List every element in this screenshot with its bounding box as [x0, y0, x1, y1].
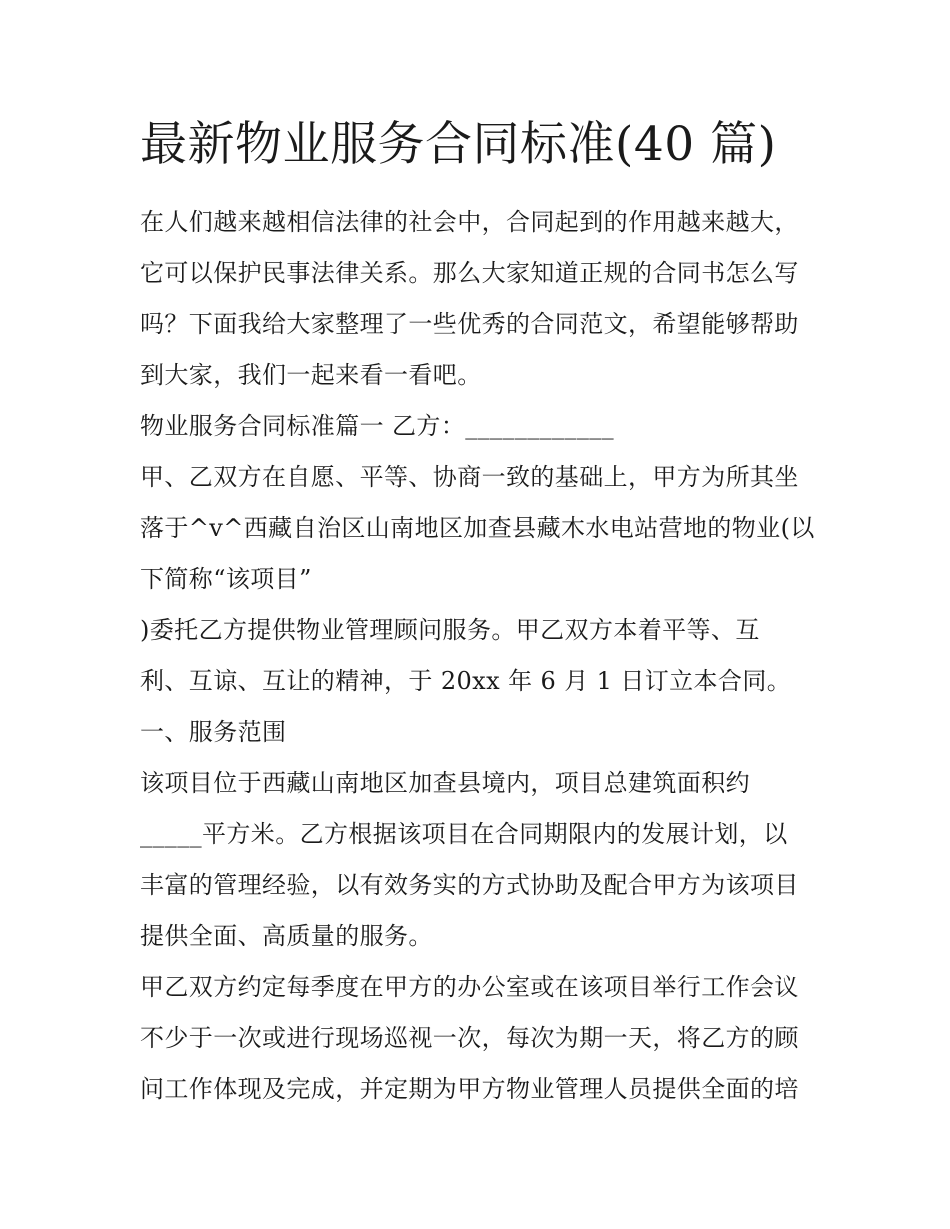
paragraph-line: 利、互谅、互让的精神，于 20xx 年 6 月 1 日订立本合同。 — [140, 667, 792, 695]
paragraph-line: )委托乙方提供物业管理顾问服务。甲乙双方本着平等、互 — [140, 616, 760, 644]
paragraph-line: 下简称“该项目” — [140, 565, 312, 593]
paragraph-line: 甲乙双方约定每季度在甲方的办公室或在该项目举行工作会议 — [140, 973, 799, 1001]
paragraph-line: 甲、乙双方在自愿、平等、协商一致的基础上，甲方为所其坐 — [140, 463, 799, 491]
section-heading-line: 物业服务合同标准篇一 乙方：____________ — [140, 412, 615, 440]
paragraph-line: 提供全面、高质量的服务。 — [140, 922, 433, 950]
document-title: 最新物业服务合同标准(40 篇) — [140, 117, 777, 172]
paragraph-line: 落于^v^西藏自治区山南地区加查县藏木水电站营地的物业(以 — [140, 514, 815, 542]
paragraph-line: 丰富的管理经验，以有效务实的方式协助及配合甲方为该项目 — [140, 871, 799, 899]
paragraph-line: 在人们越来越相信法律的社会中，合同起到的作用越来越大， — [140, 208, 799, 236]
paragraph-line: 它可以保护民事法律关系。那么大家知道正规的合同书怎么写 — [140, 259, 799, 287]
paragraph-line: 问工作体现及完成，并定期为甲方物业管理人员提供全面的培 — [140, 1075, 799, 1103]
section-heading-line: 一、服务范围 — [140, 718, 287, 746]
paragraph-line: 该项目位于西藏山南地区加查县境内，项目总建筑面积约 — [140, 769, 750, 797]
paragraph-line: 不少于一次或进行现场巡视一次，每次为期一天，将乙方的顾 — [140, 1024, 799, 1052]
paragraph-line: 到大家，我们一起来看一看吧。 — [140, 361, 482, 389]
paragraph-line: 吗？下面我给大家整理了一些优秀的合同范文，希望能够帮助 — [140, 310, 799, 338]
paragraph-line: _____平方米。乙方根据该项目在合同期限内的发展计划，以 — [140, 820, 788, 848]
